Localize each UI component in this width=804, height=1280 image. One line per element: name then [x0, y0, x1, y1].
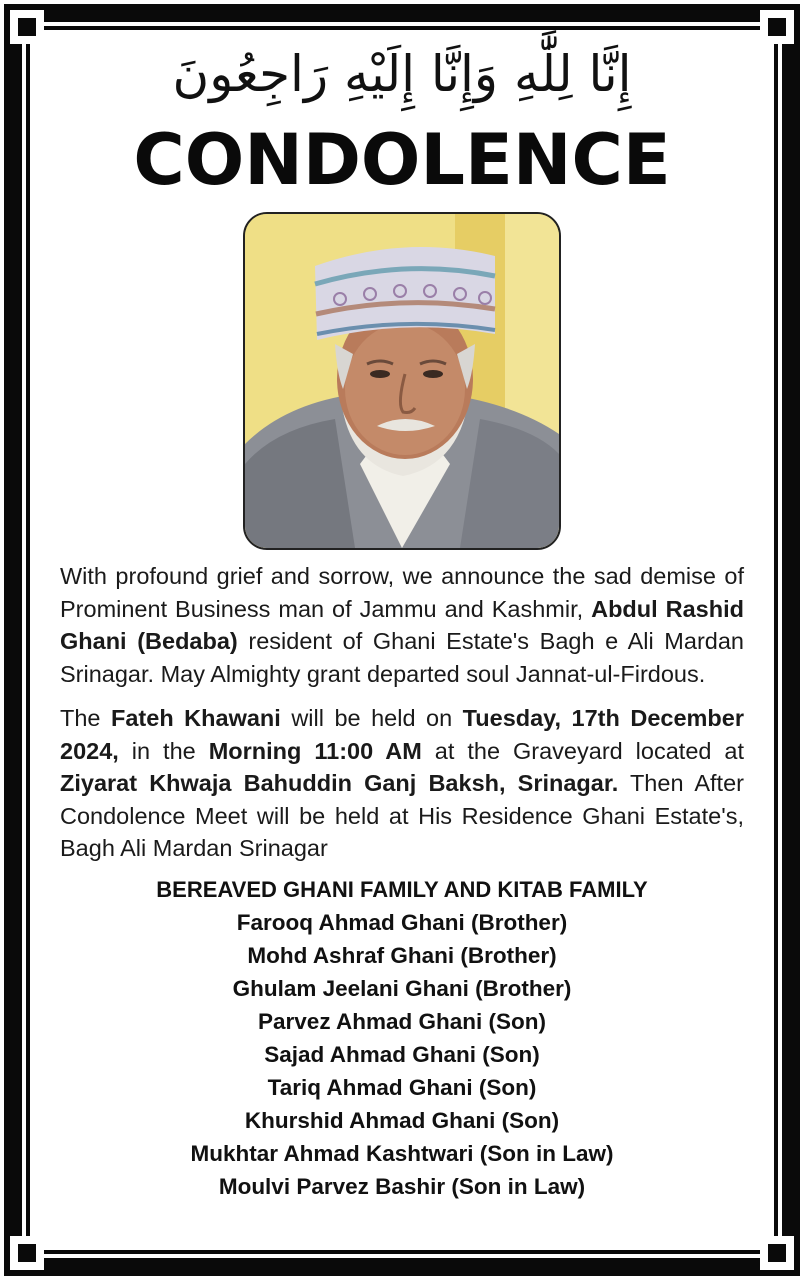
announcement-intro: With profound grief and sorrow, we announce the sad demise of Prominent Business man of Jammu and Kashmir, [60, 563, 744, 622]
bereaved-family-list [56, 873, 748, 1203]
family-member: Mohd Ashraf Ghani (Brother) [247, 942, 557, 968]
family-member: Khurshid Ahmad Ghani (Son) [244, 1107, 560, 1133]
corner-ornament [10, 10, 44, 44]
ceremony-text: The [60, 705, 101, 731]
page-title: CONDOLENCE [133, 119, 671, 201]
ceremony-text: Then After Condolence Meet will be held at His Residence Ghani Estate's, Bagh Ali Mardan Srinagar [60, 770, 744, 861]
family-heading: BEREAVED GHANI FAMILY AND KITAB FAMILY [156, 876, 648, 902]
portrait-photo [243, 212, 561, 550]
deceased-name: Abdul Rashid Ghani (Bedaba) [60, 595, 744, 654]
announcement-paragraph [60, 560, 744, 690]
ceremony-event: Fateh Khawani [111, 705, 281, 731]
arabic-verse: إِنَّا لِلَّٰهِ وَإِنَّا إِلَيْهِ رَاجِعُونَ [172, 45, 632, 103]
ceremony-text: will be held on [291, 705, 453, 731]
ceremony-text: at the Graveyard located at [434, 737, 745, 764]
family-member: Parvez Ahmad Ghani (Son) [258, 1008, 546, 1034]
ceremony-place: Ziyarat Khwaja Bahuddin Ganj Baksh, Srinagar. [60, 770, 619, 796]
family-member: Tariq Ahmad Ghani (Son) [267, 1074, 537, 1100]
announcement-rest: resident of Ghani Estate's Bagh e Ali Mardan Srinagar. May Almighty grant departed soul Jannat-ul-Firdous. [60, 628, 744, 687]
corner-ornament [760, 1236, 794, 1270]
portrait-photo-icon [245, 214, 559, 548]
ceremony-paragraph [60, 702, 744, 865]
corner-ornament [10, 1236, 44, 1270]
corner-ornament [760, 10, 794, 44]
family-member: Farooq Ahmad Ghani (Brother) [236, 909, 568, 935]
family-member: Sajad Ahmad Ghani (Son) [264, 1041, 540, 1067]
ceremony-text: in the [131, 737, 196, 764]
ceremony-time: Morning 11:00 AM [208, 737, 422, 764]
family-member: Mukhtar Ahmad Kashtwari (Son in Law) [190, 1140, 614, 1166]
family-member: Moulvi Parvez Bashir (Son in Law) [218, 1173, 586, 1199]
family-member: Ghulam Jeelani Ghani (Brother) [232, 975, 572, 1001]
notice-content [56, 30, 748, 1203]
ceremony-date: Tuesday, 17th December 2024, [60, 705, 744, 764]
